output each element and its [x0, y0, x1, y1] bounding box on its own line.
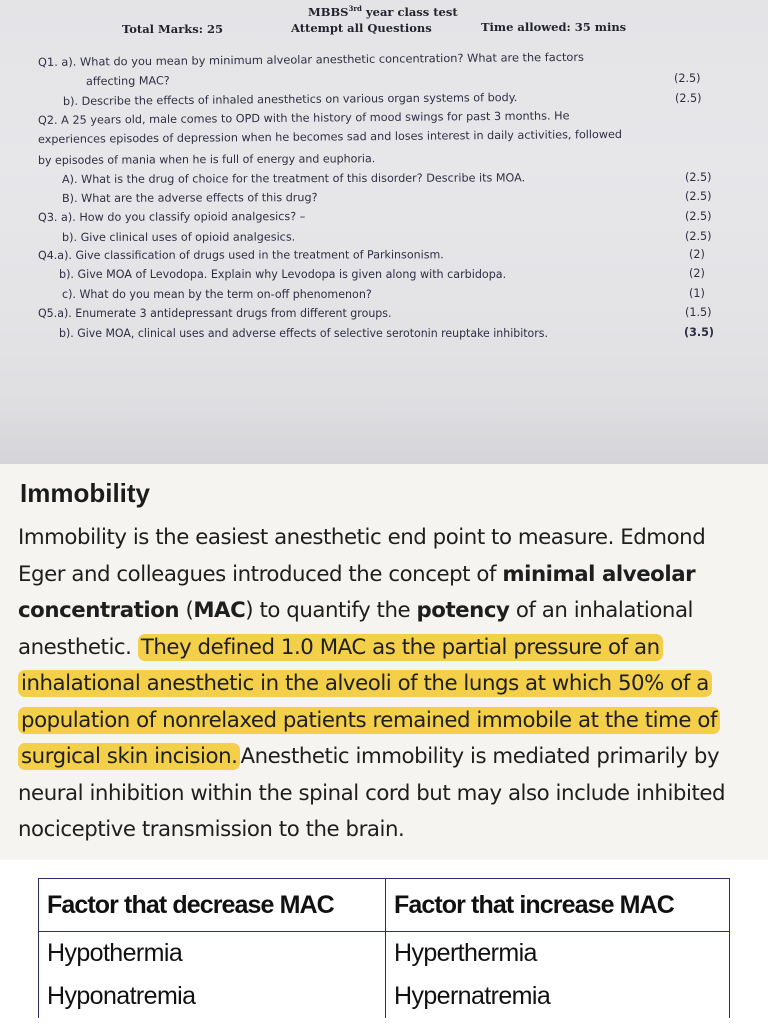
section-heading: Immobility	[20, 478, 151, 508]
question-line: Q4.a). Give classification of drugs used in the treatment of Parkinsonism.	[37, 248, 444, 262]
question-line: Q3. a). How do you classify opioid analgesics? –	[37, 210, 306, 224]
question-marks: (2.5)	[685, 230, 712, 243]
question-marks: (2.5)	[674, 72, 701, 85]
mac-factors-table	[38, 878, 730, 1018]
exam-course: MBBS	[308, 4, 349, 19]
question-marks: (2.5)	[685, 171, 712, 184]
question-line: b). Give MOA of Levodopa. Explain why Levodopa is given along with carbidopa.	[59, 268, 507, 281]
question-marks: (2)	[689, 267, 705, 280]
question-line: experiences episodes of depression when he becomes sad and loses interest in daily activities, followed	[37, 127, 623, 146]
term-mac-full: minimal alveolar concentration	[18, 561, 696, 623]
question-marks: (2.5)	[685, 190, 712, 203]
mac-factors-section	[0, 860, 768, 1024]
question-line: affecting MAC?	[85, 74, 170, 88]
table-row	[39, 932, 730, 976]
term-mac: MAC	[193, 598, 246, 623]
question-marks: (2.5)	[675, 92, 702, 105]
header-increase-mac: Factor that increase MAC	[386, 879, 730, 932]
question-line: A). What is the drug of choice for the treatment of this disorder? Describe its MOA.	[61, 171, 526, 186]
question-line: b). Describe the effects of inhaled anesthetics on various organ systems of body.	[62, 91, 518, 108]
header-decrease-mac: Factor that decrease MAC	[39, 879, 386, 932]
attempt-instruction: Attempt all Questions	[291, 21, 432, 35]
question-line: by episodes of mania when he is full of energy and euphoria.	[37, 152, 376, 167]
table-cell: Hyponatremia	[39, 975, 386, 1018]
question-line: Q2. A 25 years old, male comes to OPD with the history of mood swings for past 3 months. He	[37, 109, 570, 127]
question-line: Q5.a). Enumerate 3 antidepressant drugs from different groups.	[38, 307, 392, 320]
question-marks: (1.5)	[685, 306, 712, 319]
table-cell: Hyperthermia	[386, 932, 730, 976]
table-cell: Hypothermia	[39, 932, 386, 976]
question-marks: (2)	[689, 248, 705, 261]
exam-test-name: year class test	[365, 4, 458, 19]
paper-shadow	[0, 395, 768, 464]
total-marks: Total Marks: 25	[122, 22, 223, 36]
question-line: Q1. a). What do you mean by minimum alveolar anesthetic concentration? What are the factors	[37, 50, 584, 69]
question-line: B). What are the adverse effects of this drug?	[61, 191, 318, 205]
immobility-paragraph: Immobility is the easiest anesthetic end point to measure. Edmond Eger and colleagues introduced the concept of minimal alveolar concentration (MAC) to quantify the potency of an inhalational anesthetic. They defined 1.0 MAC as the partial pressure of an inhalational anesthetic in the alveoli of the lungs at which 50% of a population of nonrelaxed patients remained immobile at the time of surgical skin incision. Anesthetic immobility is mediated primarily by neural inhibition within the spinal cord but may also include inhibited nociceptive transmission to the brain.	[18, 525, 726, 842]
textbook-excerpt	[0, 464, 768, 860]
question-marks: (1)	[689, 287, 705, 300]
table-header-row	[39, 879, 730, 932]
term-potency: potency	[416, 598, 510, 623]
question-line: c). What do you mean by the term on-off phenomenon?	[62, 288, 372, 301]
highlighted-definition: They defined 1.0 MAC as the partial pressure of an inhalational anesthetic in the alveoli of the lungs at which 50% of a population of nonrelaxed patients remained immobile at the time of surgical skin incision.	[18, 634, 720, 771]
time-allowed: Time allowed: 35 mins	[481, 20, 627, 34]
table-row	[39, 975, 730, 1018]
question-line: b). Give MOA, clinical uses and adverse effects of selective serotonin reuptake inhibitors.	[59, 327, 548, 340]
question-marks: (2.5)	[685, 210, 712, 223]
question-marks: (3.5)	[684, 326, 715, 339]
question-line: b). Give clinical uses of opioid analgesics.	[61, 230, 296, 244]
table-cell: Hypernatremia	[386, 975, 730, 1018]
exam-title	[308, 4, 458, 19]
exam-paper-photo	[0, 0, 768, 464]
exam-year-sup: 3rd	[348, 4, 362, 13]
